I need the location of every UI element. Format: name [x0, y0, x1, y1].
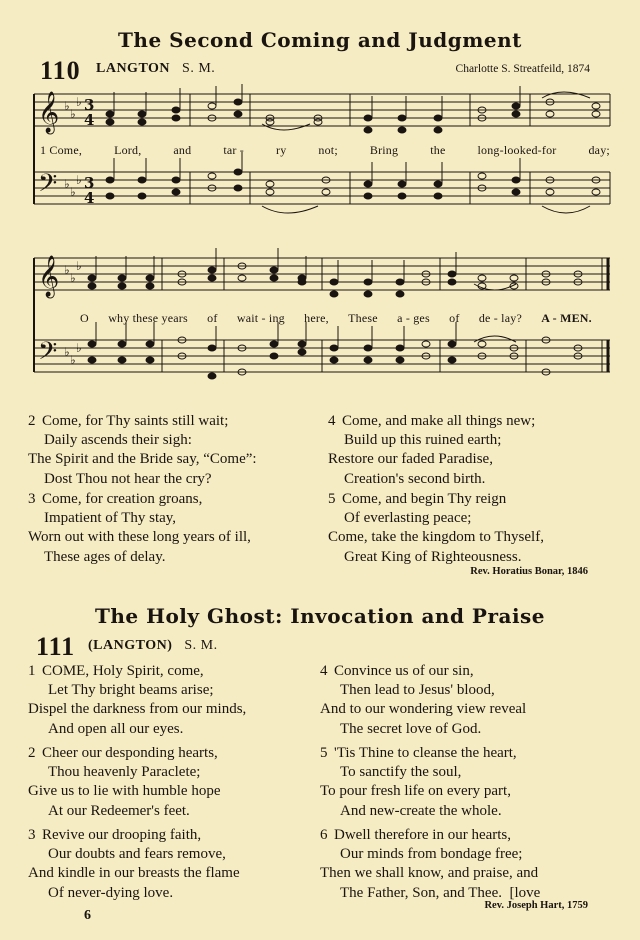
verse-line: At our Redeemer's feet.: [48, 802, 190, 819]
lyric-syllable: day;: [588, 143, 610, 157]
verse-line: Of never-dying love.: [48, 884, 174, 901]
verse-line: The Spirit and the Bride say, “Come”:: [28, 451, 257, 468]
lyric-syllable: and: [173, 143, 192, 157]
tune-name-111: [88, 638, 218, 654]
verse-line: Build up this ruined earth;: [344, 432, 502, 449]
verse-line: To sanctify the soul,: [340, 764, 462, 781]
svg-text:♭: ♭: [64, 263, 70, 277]
lyric-syllable: 1 Come,: [40, 143, 83, 157]
lyric-syllable: of: [449, 311, 460, 325]
svg-text:♭: ♭: [70, 271, 76, 285]
verse-line: Then lead to Jesus' blood,: [340, 682, 495, 699]
verse-line: Dispel the darkness from our minds,: [28, 701, 247, 718]
verse-line: 'Tis Thine to cleanse the heart,: [334, 745, 517, 761]
svg-text:𝄢: 𝄢: [38, 337, 58, 372]
lyric-syllable: These: [348, 311, 378, 325]
verse-line: Our doubts and fears remove,: [48, 846, 226, 863]
tune-label: (LANGTON): [88, 638, 173, 653]
verse-line: Come, and make all things new;: [342, 413, 536, 429]
verse-number: 5: [320, 745, 328, 761]
verse-line: And to our wondering view reveal: [320, 701, 527, 718]
verse-line: The Father, Son, and Thee. [love: [340, 884, 541, 901]
svg-text:♭: ♭: [76, 341, 82, 355]
verse-110-4: [328, 412, 535, 489]
verse-111-2: [28, 744, 220, 821]
svg-text:♭: ♭: [70, 185, 76, 199]
verse-line: Thou heavenly Paraclete;: [48, 764, 201, 781]
lyric-syllable: the: [430, 143, 446, 157]
verse-line: Dwell therefore in our hearts,: [334, 827, 512, 843]
lyric-syllable: A - MEN.: [541, 311, 592, 325]
verse-line: And open all our eyes.: [48, 720, 184, 737]
svg-text:4: 4: [84, 111, 95, 129]
verse-110-3: [28, 490, 251, 567]
author-credit-111: Rev. Joseph Hart, 1759: [484, 900, 588, 911]
verse-111-3: [28, 826, 240, 903]
verse-line: Our minds from bondage free;: [340, 846, 523, 863]
lyric-syllable: tar -: [223, 143, 244, 157]
svg-text:♭: ♭: [76, 173, 82, 187]
verse-line: Come, and begin Thy reign: [342, 491, 507, 507]
verse-line: Convince us of our sin,: [334, 663, 474, 679]
svg-text:♭: ♭: [76, 259, 82, 273]
verse-line: Come, for Thy saints still wait;: [42, 413, 229, 429]
verse-111-4: [320, 662, 526, 739]
lyric-syllable: long-looked-for: [477, 143, 557, 157]
verse-line: Dost Thou not hear the cry?: [44, 470, 212, 487]
svg-text:3: 3: [84, 96, 95, 114]
lyric-syllable: not;: [318, 143, 338, 157]
verse-line: Creation's second birth.: [344, 470, 486, 487]
verse-line: Cheer our desponding hearts,: [42, 745, 218, 761]
verse-line: Impatient of Thy stay,: [44, 510, 177, 527]
section-title-holy-ghost: The Holy Ghost: Invocation and Praise: [94, 604, 546, 628]
verse-line: Come, for creation groans,: [42, 491, 203, 507]
svg-text:𝄢: 𝄢: [38, 169, 58, 204]
svg-text:4: 4: [84, 189, 95, 207]
hymn-number-111: 111: [36, 632, 76, 661]
verse-line: Of everlasting peace;: [344, 510, 472, 527]
verse-line: Give us to lie with humble hope: [28, 783, 221, 800]
verse-line: Revive our drooping faith,: [42, 827, 202, 843]
verse-line: Come, take the kingdom to Thyself,: [328, 529, 544, 546]
lyric-syllable: Bring: [369, 143, 399, 157]
verse-line: The secret love of God.: [340, 720, 482, 737]
page-number: 6: [84, 908, 91, 923]
svg-text:♭: ♭: [64, 345, 70, 359]
hymn-number-110: 110: [40, 56, 81, 85]
verse-number: 3: [28, 491, 36, 507]
verse-line: Great King of Righteousness.: [344, 548, 522, 565]
verse-line: Restore our faded Paradise,: [328, 451, 493, 468]
verse-number: 1: [28, 663, 36, 679]
meter-label: S. M.: [184, 638, 218, 653]
verse-line: And kindle in our breasts the flame: [28, 865, 240, 882]
svg-text:𝄞: 𝄞: [38, 92, 60, 133]
svg-text:3: 3: [84, 174, 95, 192]
tune-name-110: [96, 61, 215, 77]
verse-line: To pour fresh life on every part,: [320, 783, 511, 800]
lyric-syllable: O: [80, 311, 89, 325]
verse-line: These ages of delay.: [44, 548, 166, 565]
lyric-syllable: of: [207, 311, 218, 325]
svg-text:♭: ♭: [76, 95, 82, 109]
lyric-syllable: de - lay?: [478, 311, 522, 325]
svg-text:♭: ♭: [64, 99, 70, 113]
composer-credit: Charlotte S. Streatfeild, 1874: [455, 63, 590, 75]
lyric-syllable: why these years: [108, 311, 188, 325]
verse-111-1: [28, 662, 246, 739]
verse-line: Worn out with these long years of ill,: [28, 529, 251, 546]
lyric-syllable: a - ges: [397, 311, 430, 325]
svg-text:𝄞: 𝄞: [38, 256, 60, 297]
svg-text:♭: ♭: [64, 177, 70, 191]
svg-text:♭: ♭: [70, 353, 76, 367]
verse-110-2: [28, 412, 257, 489]
lyric-syllable: ry: [276, 143, 287, 157]
verse-line: Daily ascends their sigh:: [44, 432, 192, 449]
verse-line: Then we shall know, and praise, and: [320, 865, 539, 882]
verse-111-5: [320, 744, 517, 821]
verse-number: 4: [328, 413, 336, 429]
verse-110-5: [328, 490, 544, 567]
lyric-syllable: here,: [304, 311, 329, 325]
verse-111-6: [320, 826, 540, 903]
lyrics-line-1: [40, 143, 610, 158]
svg-text:♭: ♭: [70, 107, 76, 121]
verse-number: 4: [320, 663, 328, 679]
verse-line: Let Thy bright beams arise;: [48, 682, 214, 699]
verse-line: And new-create the whole.: [340, 802, 502, 819]
verse-number: 6: [320, 827, 328, 843]
tune-label: LANGTON: [96, 61, 171, 76]
lyric-syllable: wait - ing: [236, 311, 285, 325]
verse-number: 2: [28, 413, 36, 429]
verse-line: COME, Holy Spirit, come,: [42, 663, 204, 679]
author-credit-110: Rev. Horatius Bonar, 1846: [470, 566, 588, 577]
lyrics-line-2: [80, 311, 592, 326]
lyric-syllable: Lord,: [114, 143, 142, 157]
verse-number: 5: [328, 491, 336, 507]
verse-number: 2: [28, 745, 36, 761]
section-title-second-coming: The Second Coming and Judgment: [118, 28, 522, 52]
verse-number: 3: [28, 827, 36, 843]
meter-label: S. M.: [182, 61, 216, 76]
